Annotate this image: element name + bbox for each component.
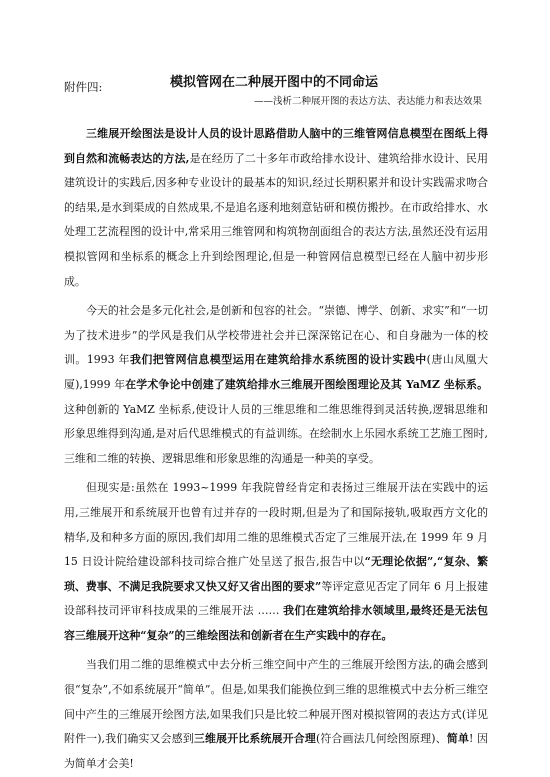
paragraph-3 [64, 476, 488, 648]
paragraph-4-run: 当我们用二维的思维模式中去分析三维空间中产生的三维展开绘图方法,的确会感到很“复杂”,不如系统展开“简单”。但是,如果我们能换位到三维的思维模式中去分析三维空间中产生的三维展开绘图方法,如果我们只是比较二种展开图对模拟管网的表达方式(详见附件一),我们确实又会感到 [64, 658, 488, 746]
paragraph-2-run: 我们把管网信息模型运用在建筑给排水系统图的设计实践中 [129, 353, 427, 367]
paragraph-2 [64, 299, 488, 471]
paragraph-1-run: 三维展开绘图法是设计人员的设计思路借助人脑中的三维管网信息模型在图纸上得到自然和流畅表达的方法, [64, 127, 488, 165]
paragraph-3-run: “无理论依据”,“复杂、繁琐、费事、不满足我院要求又快又好又省出图的要求” [64, 555, 488, 593]
paragraph-3-run: 我们在建筑给排水领域里,最终还是无法包容三维展开这种“复杂”的三维绘图法和创新者在生产实践中的存在。 [64, 604, 488, 642]
paragraph-3-run: 但现实是:虽然在 1993~1999 年我院曾经肯定和表扬过三维展开法在实践中的运用,三维展开和系统展开也曾有过并存的一段时期,但是为了和国际接轨,吸取西方文化的精华,及和种多方面的原因,我们却用二维的思维模式否定了三维展开法,在 1999 年 9 月 15 日设计院给建设部科技司综合推广处呈送了报告,报告中以 [64, 481, 488, 569]
paragraph-2-run: 这种创新的 YaMZ 坐标系,使设计人员的三维思维和二维思维得到灵活转换,逻辑思维和形象思维得到沟通,是对后代思维模式的有益训练。在绘制水上乐园水系统工艺施工图时,三维和二维的转换、逻辑思维和形象思维的沟通是一种美的享受。 [64, 402, 488, 465]
document-subtitle: ——浅析二种展开图的表达方法、表达能力和表达效果 [254, 96, 483, 107]
attachment-label: 附件四: [64, 80, 103, 94]
paragraph-1 [64, 122, 488, 294]
document-title: 模拟管网在二种展开图中的不同命运 [170, 75, 379, 90]
paragraph-4-run: ! 因为简单才会美! [64, 732, 488, 770]
paragraph-2-run: 在学术争论中创建了建筑给排水三维展开图绘图理论及其 YaMZ 坐标系。 [125, 377, 489, 391]
document-body [64, 122, 488, 776]
paragraph-4-run: 三维展开比系统展开合理 [193, 732, 316, 746]
paragraph-1-run: 是在经历了二十多年市政给排水设计、建筑给排水设计、民用建筑设计的实践后,因多种专业设计的最基本的知识,经过长期积累并和设计实践需求吻合的结果,是水到渠成的自然成果,不是追名逐利地刻意钻研和模仿搬抄。在市政给排水、水处理工艺流程图的设计中,常采用三维管网和构筑物剖面组合的表达方法,虽然还没有运用模拟管网和坐标系的概念上升到绘图理论,但是一种管网信息模型已经在人脑中初步形成。 [64, 151, 488, 288]
paragraph-4 [64, 653, 488, 776]
paragraph-3-run: 等评定意见否定了同年 6 月上报建设部科技司评审科技成果的三维展开法 …… [64, 579, 488, 618]
paragraph-4-run: (符合画法几何绘图原理)、 [315, 732, 447, 746]
paragraph-2-run: 今天的社会是多元化社会,是创新和包容的社会。“崇德、博学、创新、求实”和“一切为了技术进步”的学风是我们从学校带进社会并已深深铭记在心、和自身融为一体的校训。1993 年 [64, 304, 488, 367]
paragraph-2-run: (唐山凤凰大厦),1999 年 [64, 353, 488, 391]
paragraph-4-run: 简单 [446, 732, 470, 746]
